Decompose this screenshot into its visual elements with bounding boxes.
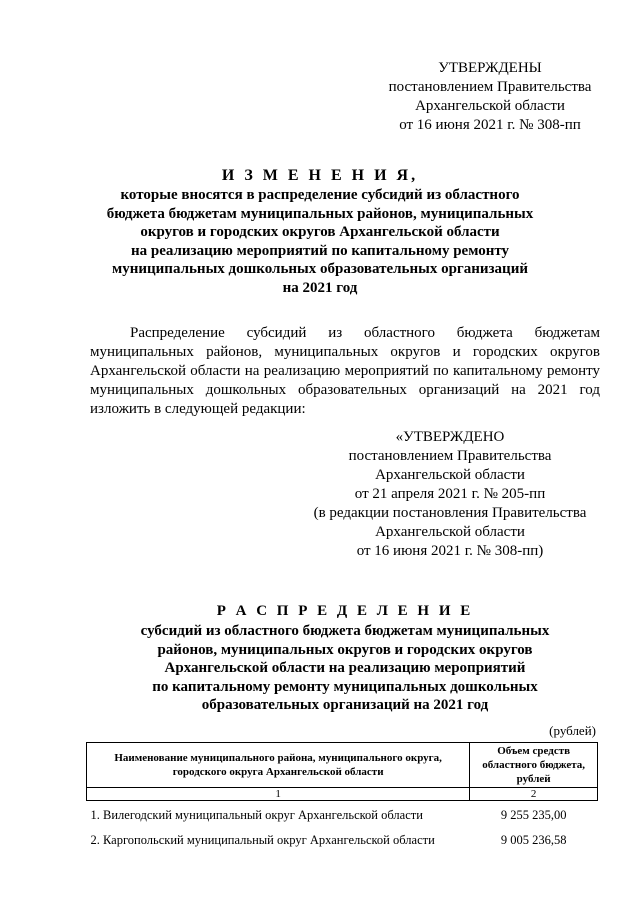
approval-line: Архангельской области [375,467,525,483]
subtitle-line: по капитальному ремонту муниципальных дошкольных [152,678,538,695]
subtitle-line: округов и городских округов Архангельской области [140,224,500,240]
approval-line: «УТВЕРЖДЕНО [395,429,505,445]
distribution-title: Р А С П Р Е Д Е Л Е Н И Е [216,603,474,619]
approval-line: от 21 апреля 2021 г. № 205-пп [354,486,546,502]
approval-line: от 16 июня 2021 г. № 308-пп [399,117,581,133]
approval-line: Архангельской области [375,524,525,540]
table-column-number-row [87,788,598,801]
units-label: (рублей) [549,723,596,738]
subtitle-line: Архангельской области на реализацию мероприятий [164,660,526,676]
approval-line: Архангельской области [415,98,565,114]
subtitle-line: субсидий из областного бюджета бюджетам муниципальных [140,623,550,639]
approval-line: (в редакции постановления Правительства [313,505,587,521]
row-value: 9 255 235,00 [500,808,567,822]
subtitle-line: которые вносятся в распределение субсидий из областного [120,187,520,203]
approval-line: УТВЕРЖДЕНЫ [438,60,542,76]
table-row [87,826,598,851]
row-value: 9 005 236,58 [500,833,567,847]
body-paragraph [90,324,600,419]
table-header-amount: Объем средств областного бюджета, рублей [470,743,598,788]
subtitle-line: районов, муниципальных округов и городских округов [157,641,533,658]
approval-stamp-quoted [300,428,600,561]
table-row [87,801,598,827]
row-name: 1. Вилегодский муниципальный округ Архангельской области [90,808,423,822]
changes-title: И З М Е Н Е Н И Я, [221,167,419,184]
approval-stamp [360,59,620,135]
column-number: 1 [87,788,470,801]
subtitle-line: на 2021 год [282,279,358,296]
subtitle-line: бюджета бюджетам муниципальных районов, муниципальных [106,205,534,222]
paragraph-text: Распределение субсидий из областного бюджета бюджетам муниципальных районов, муниципальных округов и городских округов Архангельской области на реализацию мероприятий по капитальному ремонту муниципальных дошкольных образовательных организаций на 2021 год изложить в следующей редакции: [90,325,600,417]
table-header-row [87,743,598,788]
approval-line: постановлением Правительства [348,448,552,464]
subtitle-line: на реализацию мероприятий по капитальному ремонту [130,242,510,259]
subtitle-line: муниципальных дошкольных образовательных организаций [112,261,528,277]
distribution-table [86,742,598,851]
approval-line: постановлением Правительства [388,79,592,95]
table-header-name: Наименование муниципального района, муниципального округа, городского округа Архангельской области [87,743,470,788]
changes-subtitle [90,186,550,297]
row-name: 2. Каргопольский муниципальный округ Архангельской области [90,833,435,847]
column-number: 2 [470,788,598,801]
subtitle-line: образовательных организаций на 2021 год [201,697,489,713]
approval-line: от 16 июня 2021 г. № 308-пп) [356,543,544,559]
distribution-subtitle [90,622,600,715]
